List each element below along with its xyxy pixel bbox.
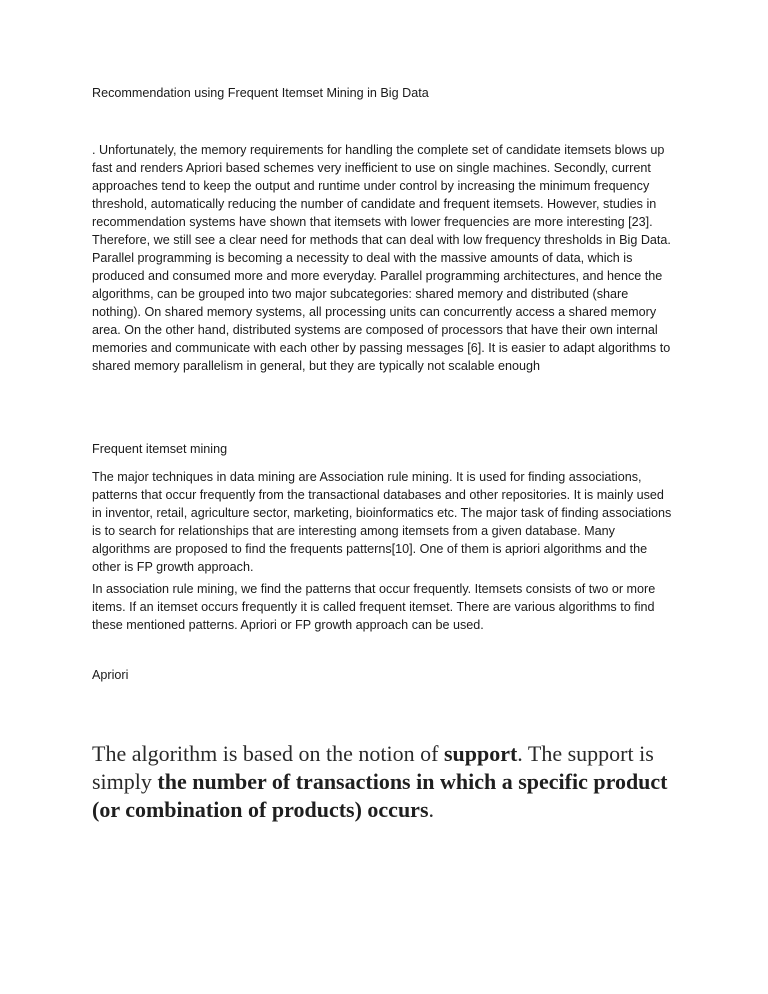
document-title: Recommendation using Frequent Itemset Mining in Big Data bbox=[92, 86, 429, 100]
section-heading-apriori: Apriori bbox=[92, 668, 129, 682]
frequent-itemset-paragraph-1: The major techniques in data mining are Association rule mining. It is used for finding associations, patterns that occur frequently from the transactional databases and other repositories. It is mainly used in inventor, retail, agriculture sector, marketing, bioinformatics etc. The major task of finding associations is to search for relationships that are interesting among itemsets from a given database. Many algorithms are proposed to find the frequents patterns[10]. One of them is apriori algorithms and the other is FP growth approach. bbox=[92, 470, 672, 574]
apriori-text-1: The algorithm is based on the notion of bbox=[92, 741, 444, 766]
apriori-support-definition bbox=[92, 740, 692, 824]
section-heading-frequent-itemset-mining: Frequent itemset mining bbox=[92, 442, 228, 456]
apriori-text-2: . The support is simply bbox=[92, 741, 654, 794]
apriori-bold-definition: the number of transactions in which a specific product (or combination of products) occurs bbox=[92, 769, 668, 822]
apriori-text-3: . bbox=[428, 797, 435, 822]
frequent-itemset-paragraph-2: In association rule mining, we find the patterns that occur frequently. Itemsets consists of two or more items. If an itemset occurs frequently it is called frequent itemset. There are various algorithms to find these mentioned patterns. Apriori or FP growth approach can be used. bbox=[92, 582, 656, 632]
intro-paragraph: . Unfortunately, the memory requirements for handling the complete set of candidate itemsets blows up fast and renders Apriori based schemes very inefficient to use on single machines. Secondly, current approaches tend to keep the output and runtime under control by increasing the minimum frequency threshold, automatically reducing the number of candidate and frequent itemsets. However, studies in recommendation systems have shown that itemsets with lower frequencies are more interesting [23]. Therefore, we still see a clear need for methods that can deal with low frequency thresholds in Big Data. Parallel programming is becoming a necessity to deal with the massive amounts of data, which is produced and consumed more and more everyday. Parallel programming architectures, and hence the algorithms, can be grouped into two major subcategories: shared memory and distributed (share nothing). On shared memory systems, all processing units can concurrently access a shared memory area. On the other hand, distributed systems are composed of processors that have their own internal memories and communicate with each other by passing messages [6]. It is easier to adapt algorithms to shared memory parallelism in general, but they are typically not scalable enough bbox=[92, 143, 671, 373]
apriori-bold-support: support bbox=[443, 741, 518, 766]
